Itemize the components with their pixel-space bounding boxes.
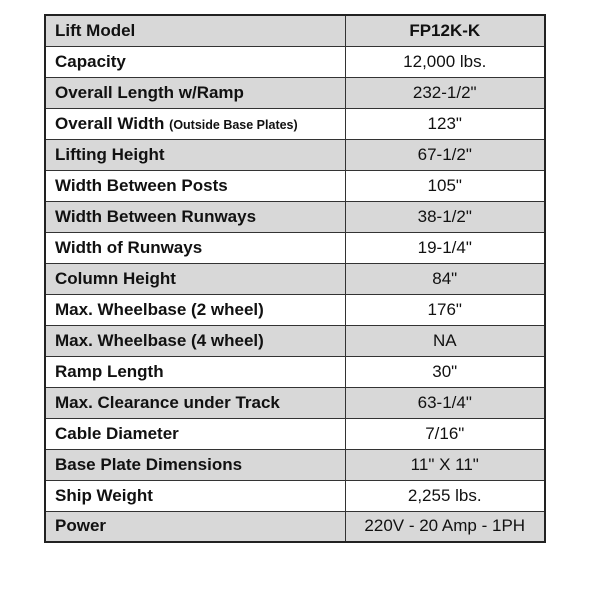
spec-label: Power	[45, 511, 345, 542]
table-row	[45, 480, 545, 511]
table-row	[45, 387, 545, 418]
spec-label: Lift Model	[45, 15, 345, 46]
table-row	[45, 15, 545, 46]
spec-label: Column Height	[45, 263, 345, 294]
table-row	[45, 77, 545, 108]
spec-value: 2,255 lbs.	[345, 480, 545, 511]
spec-label: Width of Runways	[45, 232, 345, 263]
spec-value: FP12K-K	[345, 15, 545, 46]
spec-value: 84"	[345, 263, 545, 294]
table-row	[45, 232, 545, 263]
table-row	[45, 108, 545, 139]
spec-label: Max. Clearance under Track	[45, 387, 345, 418]
spec-value: 38-1/2"	[345, 201, 545, 232]
table-row	[45, 325, 545, 356]
spec-value: 105"	[345, 170, 545, 201]
table-row	[45, 139, 545, 170]
lift-spec-table	[44, 14, 546, 543]
spec-value: 123"	[345, 108, 545, 139]
spec-label: Base Plate Dimensions	[45, 449, 345, 480]
spec-value: 220V - 20 Amp - 1PH	[345, 511, 545, 542]
spec-value: 232-1/2"	[345, 77, 545, 108]
table-row	[45, 201, 545, 232]
spec-value: 11" X 11"	[345, 449, 545, 480]
spec-value: 7/16"	[345, 418, 545, 449]
spec-label: Max. Wheelbase (2 wheel)	[45, 294, 345, 325]
spec-label: Ship Weight	[45, 480, 345, 511]
table-row	[45, 294, 545, 325]
spec-value: 30"	[345, 356, 545, 387]
spec-value: 12,000 lbs.	[345, 46, 545, 77]
spec-label: Width Between Posts	[45, 170, 345, 201]
spec-value: 67-1/2"	[345, 139, 545, 170]
spec-label-cell	[45, 108, 345, 139]
table-row	[45, 263, 545, 294]
spec-label: Cable Diameter	[45, 418, 345, 449]
spec-value: 63-1/4"	[345, 387, 545, 418]
table-row	[45, 418, 545, 449]
spec-label: Width Between Runways	[45, 201, 345, 232]
spec-label-note: (Outside Base Plates)	[169, 117, 298, 132]
table-row	[45, 170, 545, 201]
spec-label: Overall Width	[55, 113, 165, 133]
table-row	[45, 449, 545, 480]
spec-value: 19-1/4"	[345, 232, 545, 263]
spec-label: Overall Length w/Ramp	[45, 77, 345, 108]
spec-label: Max. Wheelbase (4 wheel)	[45, 325, 345, 356]
table-row	[45, 46, 545, 77]
spec-label: Lifting Height	[45, 139, 345, 170]
spec-value: NA	[345, 325, 545, 356]
spec-value: 176"	[345, 294, 545, 325]
spec-label: Capacity	[45, 46, 345, 77]
table-row	[45, 356, 545, 387]
spec-label: Ramp Length	[45, 356, 345, 387]
table-row	[45, 511, 545, 542]
